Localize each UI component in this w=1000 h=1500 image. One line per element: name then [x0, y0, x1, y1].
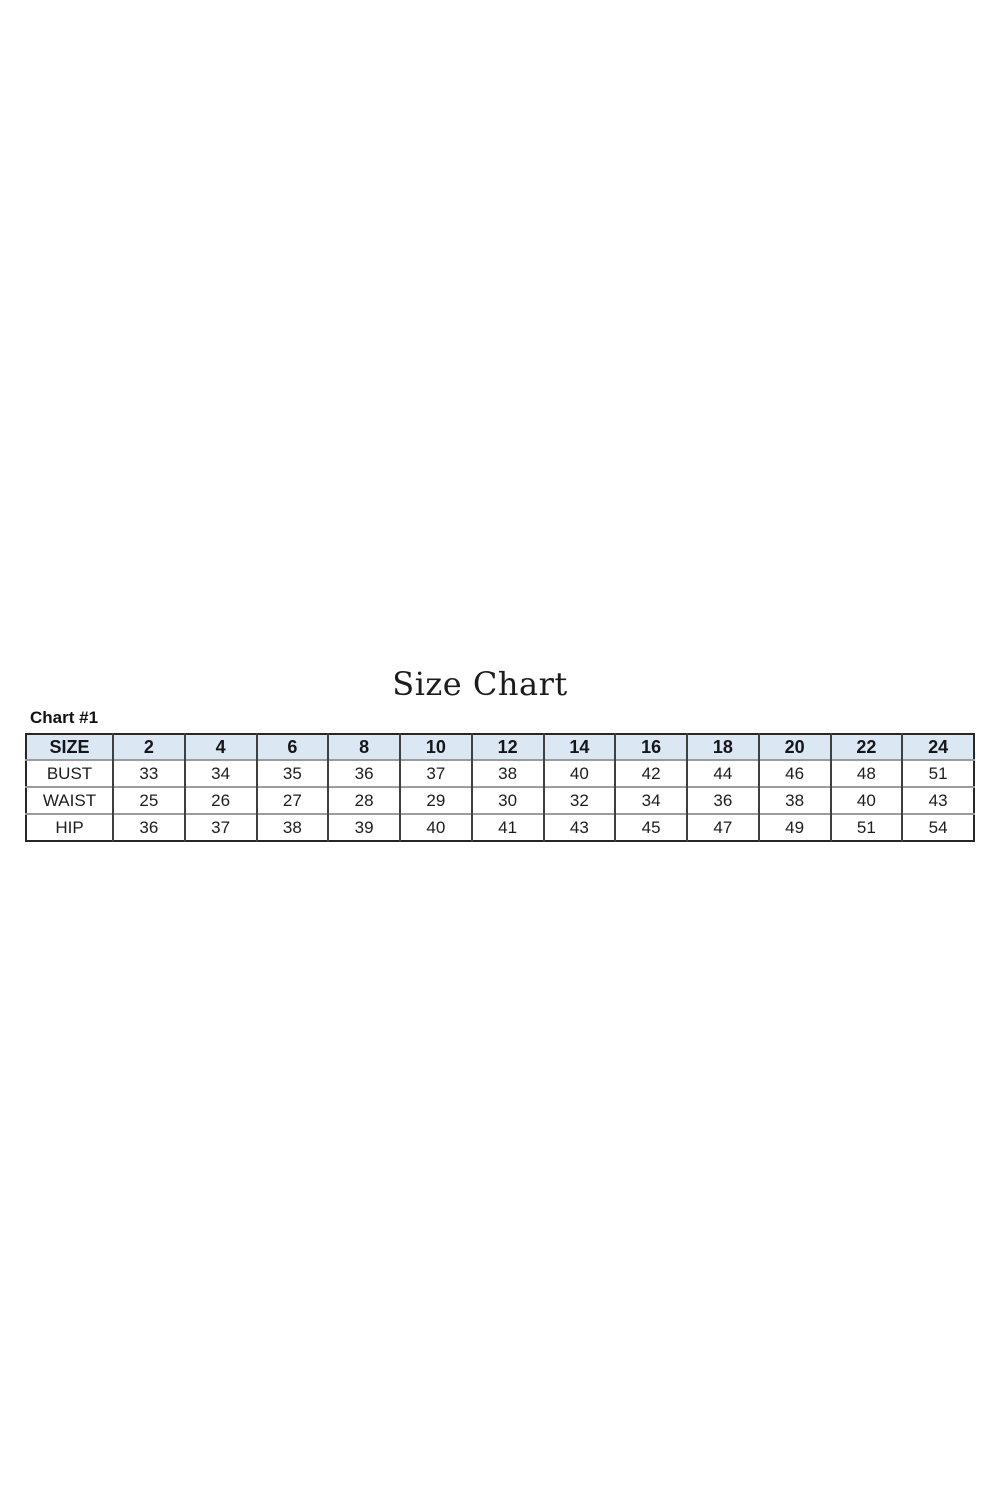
chart-number-label: Chart #1: [30, 708, 99, 727]
data-cell: 25: [113, 787, 185, 814]
data-cell: 38: [759, 787, 831, 814]
data-cell: 26: [185, 787, 257, 814]
data-cell: 51: [902, 760, 974, 787]
page-title: Size Chart: [392, 665, 568, 703]
data-cell: 40: [400, 814, 472, 841]
data-cell: 33: [113, 760, 185, 787]
header-cell: 2: [113, 734, 185, 760]
table-header-row: [26, 734, 974, 760]
data-cell: 43: [544, 814, 616, 841]
header-cell: 14: [544, 734, 616, 760]
header-cell: 16: [615, 734, 687, 760]
data-cell: 34: [185, 760, 257, 787]
data-cell: 29: [400, 787, 472, 814]
data-cell: 32: [544, 787, 616, 814]
data-cell: 34: [615, 787, 687, 814]
data-cell: 37: [400, 760, 472, 787]
data-cell: 28: [328, 787, 400, 814]
header-cell: 8: [328, 734, 400, 760]
header-cell: 20: [759, 734, 831, 760]
data-cell: 44: [687, 760, 759, 787]
header-cell: 12: [472, 734, 544, 760]
header-cell: 10: [400, 734, 472, 760]
data-cell: 39: [328, 814, 400, 841]
header-cell: 4: [185, 734, 257, 760]
data-cell: 54: [902, 814, 974, 841]
table-row-hip: [26, 814, 974, 841]
header-cell: 22: [831, 734, 903, 760]
row-label: BUST: [26, 760, 113, 787]
data-cell: 30: [472, 787, 544, 814]
data-cell: 27: [257, 787, 329, 814]
data-cell: 45: [615, 814, 687, 841]
data-cell: 48: [831, 760, 903, 787]
row-label: WAIST: [26, 787, 113, 814]
data-cell: 38: [472, 760, 544, 787]
data-cell: 38: [257, 814, 329, 841]
data-cell: 42: [615, 760, 687, 787]
data-cell: 43: [902, 787, 974, 814]
header-cell: 18: [687, 734, 759, 760]
data-cell: 40: [544, 760, 616, 787]
header-cell: 24: [902, 734, 974, 760]
table-row-bust: [26, 760, 974, 787]
data-cell: 41: [472, 814, 544, 841]
data-cell: 49: [759, 814, 831, 841]
data-cell: 35: [257, 760, 329, 787]
data-cell: 40: [831, 787, 903, 814]
header-cell-size: SIZE: [26, 734, 113, 760]
table-row-waist: [26, 787, 974, 814]
data-cell: 46: [759, 760, 831, 787]
data-cell: 36: [328, 760, 400, 787]
data-cell: 36: [113, 814, 185, 841]
data-cell: 47: [687, 814, 759, 841]
row-label: HIP: [26, 814, 113, 841]
size-chart-table: [25, 733, 975, 842]
header-cell: 6: [257, 734, 329, 760]
data-cell: 37: [185, 814, 257, 841]
data-cell: 51: [831, 814, 903, 841]
data-cell: 36: [687, 787, 759, 814]
